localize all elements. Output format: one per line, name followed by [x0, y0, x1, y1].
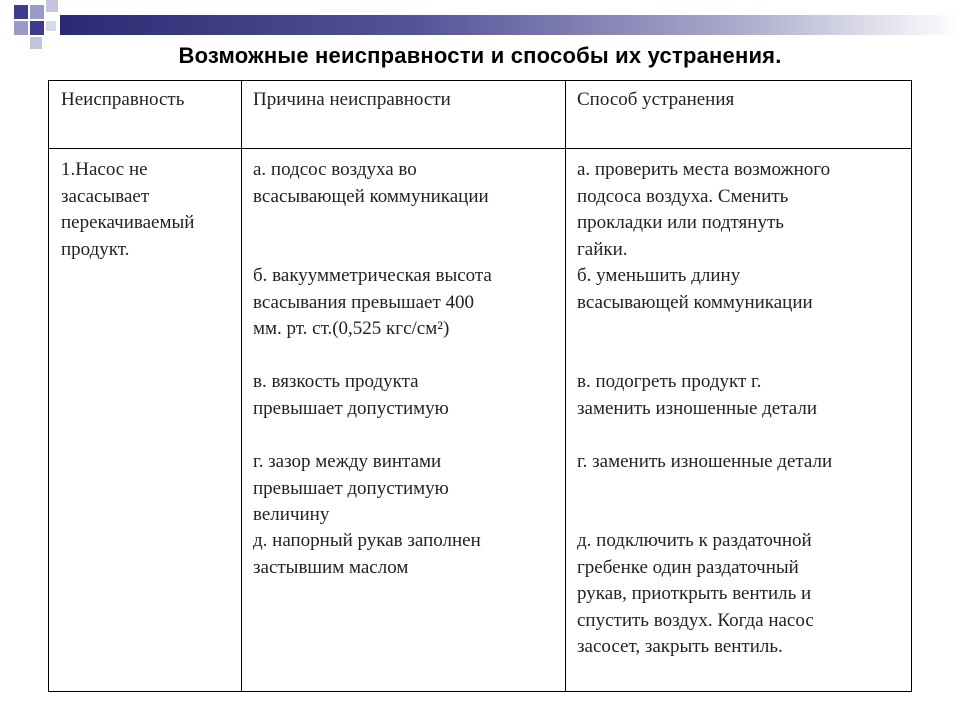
- deco-square: [30, 21, 44, 35]
- page-title: Возможные неисправности и способы их устранения.: [178, 43, 782, 68]
- cause-c: в. вязкость продукта превышает допустимую: [253, 371, 449, 419]
- header-cause: Причина неисправности: [253, 89, 451, 110]
- deco-square: [14, 5, 28, 19]
- remedy-b: б. уменьшить длину всасывающей коммуникации: [577, 265, 813, 313]
- remedy-e: д. подключить к раздаточной гребенке один раздаточный рукав, приоткрыть вентиль и спустить воздух. Когда насос засосет, закрыть вентиль.: [577, 530, 814, 657]
- column-divider: [241, 81, 242, 691]
- remedy-c: в. подогреть продукт г. заменить изношенные детали: [577, 371, 818, 419]
- header-gradient-band: [60, 15, 960, 35]
- deco-square: [30, 5, 44, 19]
- header-remedy: Способ устранения: [577, 89, 735, 110]
- cause-a: а. подсос воздуха во всасывающей коммуникации: [253, 159, 489, 207]
- cause-d: г. зазор между винтами превышает допустимую величину: [253, 451, 449, 525]
- remedy-d: г. заменить изношенные детали: [577, 451, 833, 472]
- fault-cell: 1.Насос не засасывает перекачиваемый продукт.: [61, 159, 195, 260]
- header-divider: [49, 148, 911, 149]
- remedy-a: а. проверить места возможного подсоса воздуха. Сменить прокладки или подтянуть гайки.: [577, 159, 831, 260]
- cause-e: д. напорный рукав заполнен застывшим маслом: [253, 530, 481, 578]
- deco-square: [46, 21, 56, 31]
- column-divider: [565, 81, 566, 691]
- faults-table: [48, 80, 912, 692]
- cause-b: б. вакуумметрическая высота всасывания превышает 400 мм. рт. ст.(0,525 кгс/см²): [253, 265, 492, 339]
- header-fault: Неисправность: [61, 89, 185, 110]
- deco-square: [46, 0, 58, 12]
- deco-square: [14, 21, 28, 35]
